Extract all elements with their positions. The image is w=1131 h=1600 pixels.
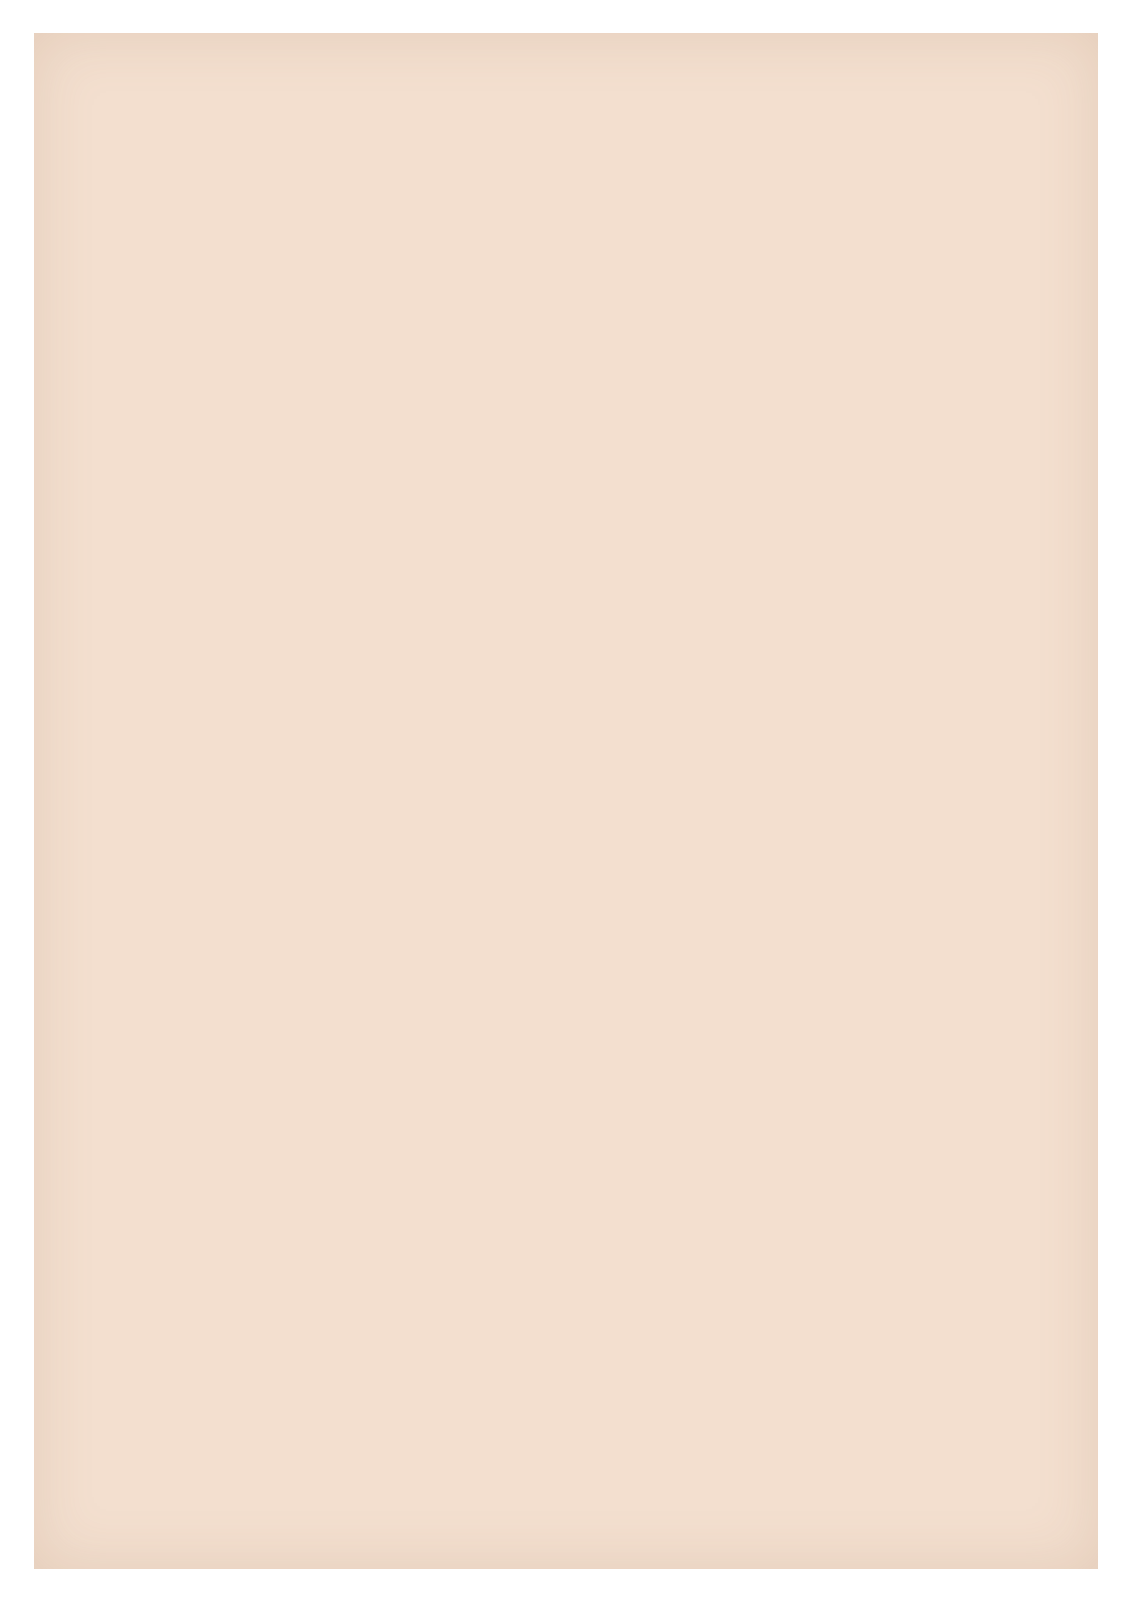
book-page — [34, 33, 1098, 1569]
